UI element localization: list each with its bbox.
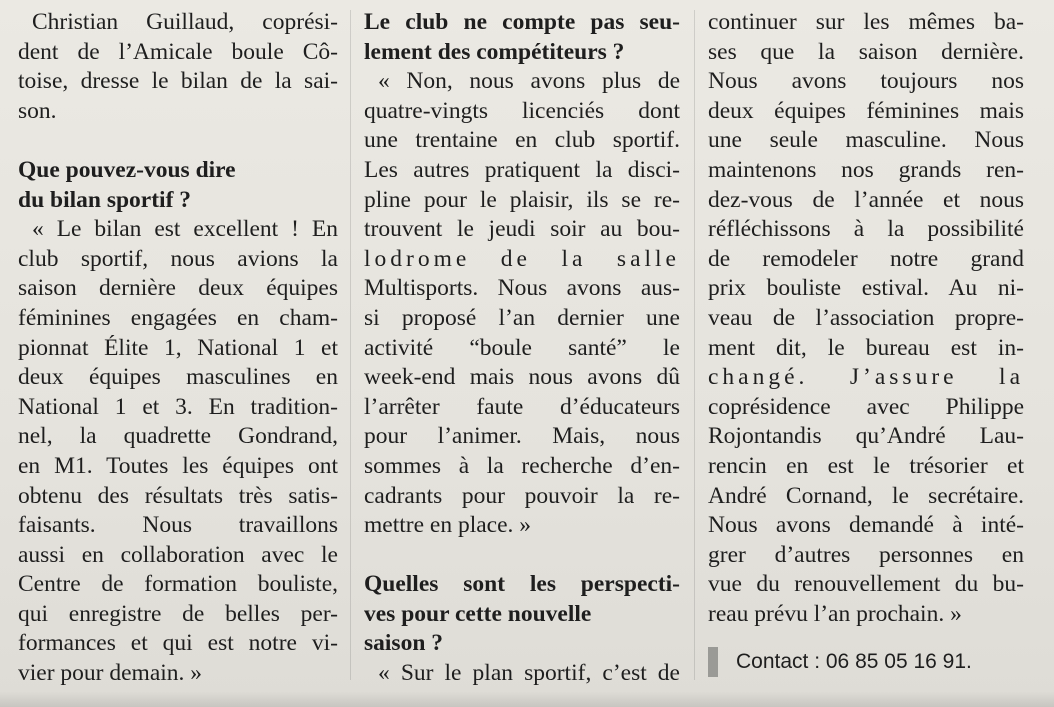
column-divider-right xyxy=(694,10,695,680)
text-line: lodrome de la salle xyxy=(364,245,680,272)
text-line: ment dit, le bureau est in- xyxy=(708,334,1024,361)
text-line: club sportif, nous avions la xyxy=(18,245,338,272)
text-line: si proposé l’an dernier une xyxy=(364,304,680,331)
text-line: Christian Guillaud, coprési- xyxy=(32,9,338,35)
text-line: Multisports. Nous avons aus- xyxy=(364,275,680,302)
text-line: réfléchissons à la possibilité xyxy=(708,216,1024,243)
heading-line: du bilan sportif ? xyxy=(18,186,192,213)
text-line: coprésidence avec Philippe xyxy=(708,393,1024,420)
text-line: National 1 et 3. En tradition- xyxy=(18,393,338,420)
column-divider-left xyxy=(350,10,351,680)
text-line: deux équipes féminines mais xyxy=(708,97,1024,124)
text-line: Centre de formation bouliste, xyxy=(18,571,338,598)
text-line: de remodeler notre grand xyxy=(708,245,1024,272)
question-heading-1 xyxy=(18,156,338,215)
text-line: Rojontandis qu’André Lau- xyxy=(708,423,1024,450)
text-line: dent de l’Amicale boule Cô- xyxy=(18,38,338,65)
paragraph-gap xyxy=(364,541,680,571)
text-line: Les autres pratiquent la disci- xyxy=(364,156,680,183)
heading-line: saison ? xyxy=(364,630,444,657)
answer-paragraph-1 xyxy=(18,215,338,689)
answer-paragraph-3-start xyxy=(364,659,680,689)
text-line: aussi en collaboration avec le xyxy=(18,541,338,568)
text-line: veau de l’association propre- xyxy=(708,304,1024,331)
text-line: quatre-vingts licenciés dont xyxy=(364,97,680,124)
text-line: dez-vous de l’année et nous xyxy=(708,186,1024,213)
heading-line: ves pour cette nouvelle xyxy=(364,600,592,627)
text-line: obtenu des résultats très satis- xyxy=(18,482,338,509)
text-line: mettre en place. » xyxy=(364,512,532,539)
heading-line: Que pouvez-vous dire xyxy=(18,156,236,183)
text-line: l’arrêter faute d’éducateurs xyxy=(364,393,680,420)
text-line: qui enregistre de belles per- xyxy=(18,600,338,627)
text-line: vier pour demain. » xyxy=(18,660,203,687)
text-line: pour l’animer. Mais, nous xyxy=(364,423,680,450)
question-heading-2 xyxy=(364,8,680,67)
text-line: pionnat Élite 1, National 1 et xyxy=(18,334,338,361)
text-line: week-end mais nous avons dû xyxy=(364,364,680,391)
text-line: changé. J’assure la xyxy=(708,364,1024,391)
heading-line: Quelles sont les perspecti- xyxy=(364,571,680,598)
text-line: son. xyxy=(18,97,57,124)
text-line: grer d’autres personnes en xyxy=(708,541,1024,568)
text-line: faisants. Nous travaillons xyxy=(18,512,338,539)
article-column-2 xyxy=(364,8,680,689)
text-line: deux équipes masculines en xyxy=(18,364,338,391)
text-line: formances et qui est notre vi- xyxy=(18,630,338,657)
text-line: rencin en est le trésorier et xyxy=(708,452,1024,479)
text-line: cadrants pour pouvoir la re- xyxy=(364,482,680,509)
text-line: féminines engagées en cham- xyxy=(18,304,338,331)
text-line: en M1. Toutes les équipes ont xyxy=(18,452,338,479)
heading-line: lement des compétiteurs ? xyxy=(364,38,625,65)
intro-paragraph xyxy=(18,8,338,126)
text-line: une seule masculine. Nous xyxy=(708,127,1024,154)
text-line: saison dernière deux équipes xyxy=(18,275,338,302)
text-line: « Le bilan est excellent ! En xyxy=(32,216,338,243)
text-line: ses que la saison dernière. xyxy=(708,38,1024,65)
text-line: reau prévu l’an prochain. » xyxy=(708,600,962,627)
contact-box xyxy=(708,645,1024,679)
text-line: toise, dresse le bilan de la sai- xyxy=(18,68,338,95)
answer-paragraph-3 xyxy=(708,8,1024,629)
text-line: une trentaine en club sportif. xyxy=(364,127,680,154)
contact-marker xyxy=(708,647,718,677)
text-line: André Cornand, le secrétaire. xyxy=(708,482,1024,509)
text-line: Nous avons toujours nos xyxy=(708,68,1024,95)
text-line: Nous avons demandé à inté- xyxy=(708,512,1024,539)
text-line: « Non, nous avons plus de xyxy=(378,68,680,95)
text-line: maintenons nos grands ren- xyxy=(708,156,1024,183)
text-line: trouvent le jeudi soir au bou- xyxy=(364,216,680,243)
article-column-1 xyxy=(18,8,338,689)
text-line: pline pour le plaisir, ils se re- xyxy=(364,186,680,213)
contact-phone: Contact : 06 85 05 16 91. xyxy=(736,650,972,673)
text-line: continuer sur les mêmes ba- xyxy=(708,9,1024,35)
heading-line: Le club ne compte pas seu- xyxy=(364,9,680,35)
text-line: nel, la quadrette Gondrand, xyxy=(18,423,338,450)
text-line: prix bouliste estival. Au ni- xyxy=(708,275,1024,302)
text-line: activité “boule santé” le xyxy=(364,334,680,361)
article-column-3 xyxy=(708,8,1024,629)
text-line: « Sur le plan sportif, c’est de xyxy=(378,660,680,687)
text-line: vue du renouvellement du bu- xyxy=(708,571,1024,598)
text-line: sommes à la recherche d’en- xyxy=(364,452,680,479)
paragraph-gap xyxy=(18,126,338,156)
question-heading-3 xyxy=(364,570,680,659)
page-edge-shadow xyxy=(0,691,1054,707)
answer-paragraph-2 xyxy=(364,67,680,541)
